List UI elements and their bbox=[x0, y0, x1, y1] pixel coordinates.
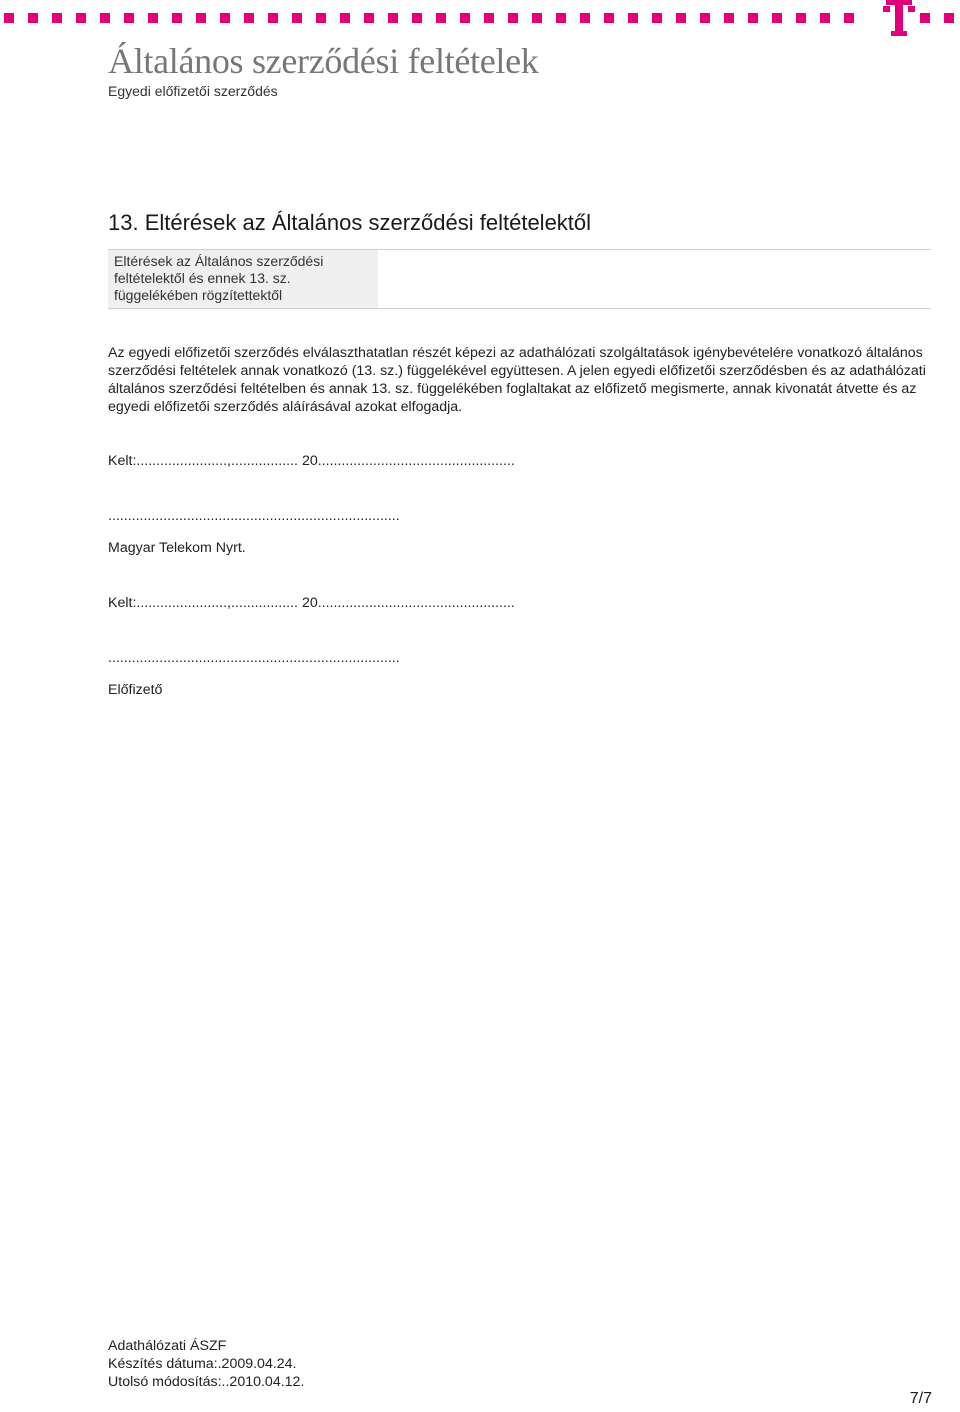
band-dot bbox=[532, 13, 542, 23]
band-dot bbox=[580, 13, 590, 23]
band-dot bbox=[652, 13, 662, 23]
band-dot bbox=[844, 13, 854, 23]
band-dot bbox=[172, 13, 182, 23]
footer-modified-date: Utolsó módosítás:..2010.04.12. bbox=[108, 1374, 305, 1390]
document-subtitle: Egyedi előfizetői szerződés bbox=[108, 83, 278, 99]
band-dot bbox=[460, 13, 470, 23]
band-dot bbox=[124, 13, 134, 23]
band-dot bbox=[148, 13, 158, 23]
deviations-label-cell: Eltérések az Általános szerződési feltételektől és ennek 13. sz. függelékében rögzítettektől bbox=[108, 250, 378, 308]
kelt-line-provider: Kelt:.......................,................. 20.................................................. bbox=[108, 453, 515, 469]
kelt-line-subscriber: Kelt:.......................,................. 20.................................................. bbox=[108, 595, 515, 611]
band-dot bbox=[676, 13, 686, 23]
band-dot bbox=[76, 13, 86, 23]
band-dot bbox=[724, 13, 734, 23]
band-dot bbox=[220, 13, 230, 23]
deviations-table bbox=[108, 249, 931, 309]
band-dot bbox=[820, 13, 830, 23]
band-dot bbox=[316, 13, 326, 23]
band-dot bbox=[100, 13, 110, 23]
page-number: 7/7 bbox=[909, 1390, 932, 1407]
section-heading: 13. Eltérések az Általános szerződési feltételektől bbox=[108, 210, 592, 235]
band-dot bbox=[268, 13, 278, 23]
band-dot bbox=[364, 13, 374, 23]
band-dot bbox=[4, 13, 14, 23]
band-dot bbox=[244, 13, 254, 23]
footer-created-date: Készítés dátuma:.2009.04.24. bbox=[108, 1356, 297, 1372]
signatory-provider: Magyar Telekom Nyrt. bbox=[108, 540, 246, 556]
band-dot bbox=[28, 13, 38, 23]
header-dot-band-right bbox=[920, 13, 954, 23]
contract-paragraph: Az egyedi előfizetői szerződés elválaszthatatlan részét képezi az adathálózati szolgáltatások igénybevételére vonatkozó általános szerződési feltételek annak vonatkozó (13. sz.) függelékével együttesen. A jelen egyedi előfizetői szerződésben és az adathálózati általános szerződési feltételben és annak 13. sz. függelékében foglaltakat az előfizető megismerte, annak kivonatát átvette és az egyedi előfizetői szerződés aláírásával azokat elfogadja. bbox=[108, 345, 926, 415]
band-dot bbox=[484, 13, 494, 23]
header-dot-band bbox=[0, 13, 874, 23]
signatory-subscriber: Előfizető bbox=[108, 682, 163, 698]
band-dot bbox=[556, 13, 566, 23]
band-dot bbox=[748, 13, 758, 23]
signature-line-subscriber: .......................................................................... bbox=[108, 650, 400, 666]
band-dot bbox=[508, 13, 518, 23]
band-dot bbox=[52, 13, 62, 23]
document-title: Általános szerződési feltételek bbox=[108, 41, 539, 81]
band-dot bbox=[292, 13, 302, 23]
footer bbox=[108, 1337, 304, 1391]
band-dot bbox=[628, 13, 638, 23]
band-dot bbox=[796, 13, 806, 23]
signature-line-provider: .......................................................................... bbox=[108, 508, 400, 524]
band-dot bbox=[604, 13, 614, 23]
band-dot bbox=[388, 13, 398, 23]
band-dot bbox=[412, 13, 422, 23]
band-dot bbox=[772, 13, 782, 23]
band-dot bbox=[944, 13, 954, 23]
band-dot bbox=[340, 13, 350, 23]
band-dot bbox=[196, 13, 206, 23]
footer-document-name: Adathálózati ÁSZF bbox=[108, 1338, 227, 1354]
deviations-value-cell bbox=[378, 250, 931, 308]
band-dot bbox=[436, 13, 446, 23]
band-dot bbox=[700, 13, 710, 23]
band-dot bbox=[920, 13, 930, 23]
telekom-t-logo-icon bbox=[883, 0, 915, 36]
